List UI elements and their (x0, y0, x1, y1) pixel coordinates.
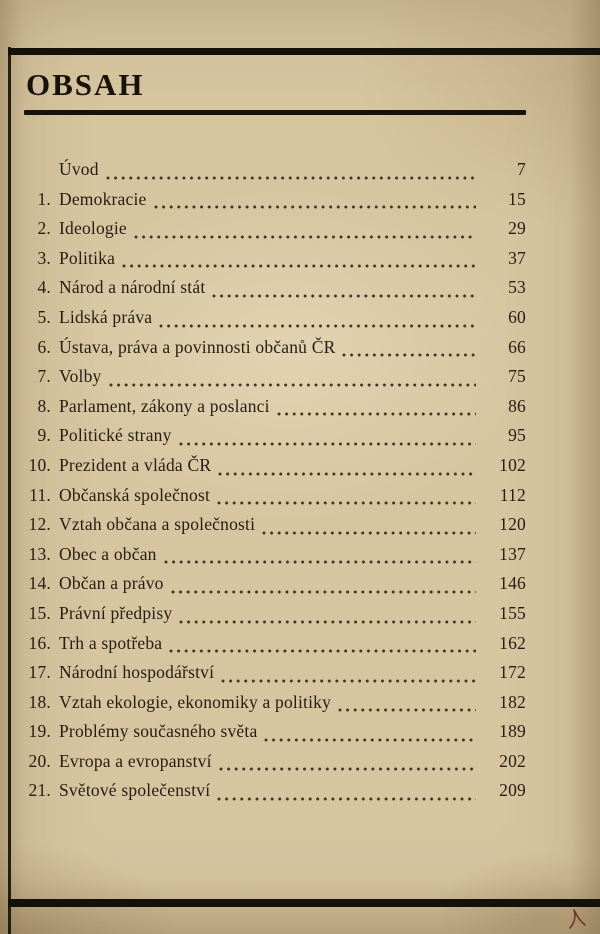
toc-content (24, 54, 526, 810)
toc-entry-label: Problémy současného světa (59, 721, 258, 742)
toc-entry-number: 13. (28, 543, 51, 564)
toc-entry-number: 17. (28, 662, 51, 683)
dot-leader (169, 649, 476, 653)
toc-entry (24, 633, 526, 663)
dot-leader (122, 264, 476, 268)
toc-entry (24, 396, 526, 426)
pen-mark-icon (566, 906, 590, 932)
toc-entry (24, 455, 526, 485)
dot-leader (264, 738, 476, 742)
toc-entry-label: Politika (59, 247, 116, 268)
toc-entry-number: 7. (37, 366, 51, 387)
dot-leader (338, 708, 476, 712)
toc-entry-number: 18. (28, 691, 51, 712)
toc-entry-number: 4. (37, 277, 51, 298)
dot-leader (218, 472, 476, 476)
toc-entry-page: 37 (508, 247, 526, 268)
dot-leader (221, 679, 476, 683)
toc-entry (24, 248, 526, 278)
toc-entry-page: 112 (499, 484, 526, 505)
toc-entry (24, 366, 526, 396)
toc-entry-page: 137 (499, 543, 526, 564)
toc-entry-label: Trh a spotřeba (59, 632, 163, 653)
toc-entry-number: 21. (28, 780, 51, 801)
toc-entry-label: Volby (59, 366, 102, 387)
dot-leader (277, 412, 476, 416)
toc-entry (24, 573, 526, 603)
dot-leader (154, 205, 476, 209)
toc-entry-number: 19. (28, 721, 51, 742)
toc-entry (24, 485, 526, 515)
toc-entry-label: Národ a národní stát (59, 277, 206, 298)
toc-entry-label: Prezident a vláda ČR (59, 454, 212, 475)
toc-entry-number: 20. (28, 750, 51, 771)
page-left-edge-line (8, 47, 11, 934)
toc-entry-number: 10. (28, 454, 51, 475)
toc-entry-page: 60 (508, 306, 526, 327)
toc-entry-number: 9. (37, 425, 51, 446)
toc-entry-label: Demokracie (59, 188, 147, 209)
dot-leader (179, 442, 476, 446)
toc-entry-label: Politické strany (59, 425, 172, 446)
dot-leader (179, 620, 476, 624)
toc-entry-page: 189 (499, 721, 526, 742)
toc-entry-label: Parlament, zákony a poslanci (59, 395, 270, 416)
dot-leader (219, 767, 476, 771)
toc-entry-page: 66 (508, 336, 526, 357)
toc-entry-number: 2. (37, 218, 51, 239)
toc-entry (24, 307, 526, 337)
dot-leader (342, 353, 476, 357)
toc-entry-number: 3. (37, 247, 51, 268)
dot-leader (134, 235, 476, 239)
toc-entry-label: Právní předpisy (59, 602, 173, 623)
dot-leader (217, 501, 476, 505)
dot-leader (106, 176, 476, 180)
toc-entry-label: Úvod (59, 159, 99, 179)
toc-entry-label: Světové společenství (59, 780, 211, 801)
toc-entry (24, 277, 526, 307)
toc-entry-number: 15. (28, 602, 51, 623)
toc-entry-page: 29 (508, 218, 526, 239)
toc-entry-page: 95 (508, 425, 526, 446)
toc-entry (24, 692, 526, 722)
toc-entry-label: Lidská práva (59, 306, 153, 327)
toc-entry-page: 86 (508, 395, 526, 416)
toc-entry-number: 12. (28, 514, 51, 535)
toc-entry-page: 146 (499, 573, 526, 594)
title-underline-rule (24, 110, 526, 115)
toc-entry-label: Vztah ekologie, ekonomiky a politiky (59, 691, 332, 712)
toc-entry (24, 721, 526, 751)
toc-entry-number: 6. (37, 336, 51, 357)
toc-entry-label: Národní hospodářství (59, 662, 215, 683)
toc-entry (24, 337, 526, 367)
toc-entry-label: Občan a právo (59, 573, 164, 594)
toc-entry-number: 8. (37, 395, 51, 416)
toc-entry-page: 7 (517, 159, 526, 179)
toc-entry-number: 16. (28, 632, 51, 653)
dot-leader (109, 383, 477, 387)
toc-entry (24, 544, 526, 574)
dot-leader (262, 531, 476, 535)
toc-entry-page: 202 (499, 750, 526, 771)
toc-entry-label: Obec a občan (59, 543, 157, 564)
toc-entry (24, 751, 526, 781)
toc-entry-label: Občanská společnost (59, 484, 211, 505)
toc-entry-number: 5. (37, 306, 51, 327)
toc-entry (24, 780, 526, 810)
toc-list (24, 159, 526, 810)
dot-leader (217, 797, 476, 801)
toc-entry-page: 162 (499, 632, 526, 653)
page-title: OBSAH (26, 67, 145, 102)
toc-entry-label: Vztah občana a společnosti (59, 514, 256, 535)
toc-entry (24, 662, 526, 692)
toc-entry-number: 14. (28, 573, 51, 594)
toc-entry-page: 172 (499, 662, 526, 683)
toc-entry-page: 15 (508, 188, 526, 209)
toc-entry (24, 425, 526, 455)
bottom-rule (8, 899, 600, 907)
toc-entry-label: Ideologie (59, 218, 127, 239)
toc-entry-number: 11. (29, 484, 51, 505)
toc-entry (24, 189, 526, 219)
toc-entry-page: 182 (499, 691, 526, 712)
toc-entry-page: 102 (499, 454, 526, 475)
toc-entry-page: 209 (499, 780, 526, 801)
dot-leader (164, 560, 476, 564)
toc-entry (24, 159, 526, 189)
toc-entry-page: 53 (508, 277, 526, 298)
toc-entry (24, 514, 526, 544)
toc-entry (24, 218, 526, 248)
dot-leader (212, 294, 476, 298)
toc-entry-page: 120 (499, 514, 526, 535)
toc-entry-label: Evropa a evropanství (59, 750, 212, 771)
dot-leader (171, 590, 476, 594)
toc-entry-page: 75 (508, 366, 526, 387)
toc-entry (24, 603, 526, 633)
dot-leader (159, 324, 476, 328)
toc-entry-label: Ústava, práva a povinnosti občanů ČR (59, 336, 336, 357)
toc-entry-page: 155 (499, 602, 526, 623)
toc-entry-number: 1. (37, 188, 51, 209)
